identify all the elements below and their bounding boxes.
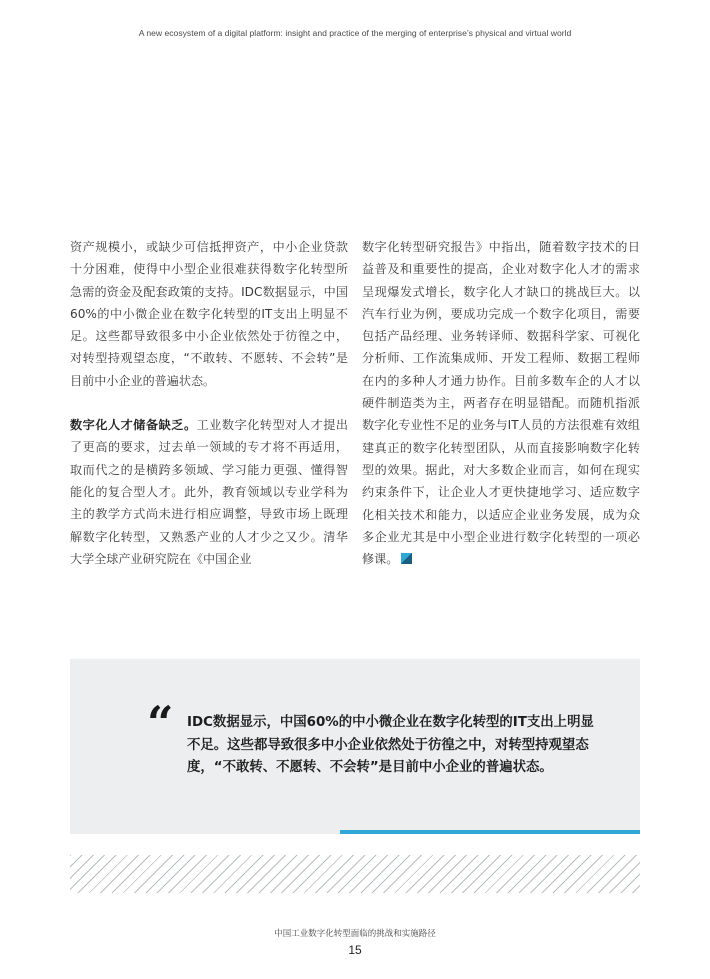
page-number: 15 (348, 943, 362, 957)
right-paragraph-text: 数字化转型研究报告》中指出，随着数字技术的日益普及和重要性的提高，企业对数字化人才的需求呈现爆发式增长，数字化人才缺口的挑战巨大。以汽车行业为例，要成功完成一个数字化项目，需要包括产品经理、业务转译师、数据科学家、可视化分析师、工作流集成师、开发工程师、数据工程师在内的多种人才通力协作。目前多数车企的人才以硬件制造类为主，两者存在明显错配。而随机指派数字化专业性不足的业务与IT人员的方法很难有效组建真正的数字化转型团队，从而直接影响数字化转型的效果。据此，对大多数企业而言，如何在现实约束条件下，让企业人才更快捷地学习、适应数字化相关技术和能力，以适应企业业务发展，成为众多企业尤其是中小型企业进行数字化转型的一项必修课。 (362, 240, 640, 567)
pullquote-text: IDC数据显示，中国60%的中小微企业在数字化转型的IT支出上明显不足。这些都导致很多中小企业依然处于彷徨之中，对转型持观望态度，“不敢转、不愿转、不会转”是目前中小企业的普遍状态。 (187, 715, 594, 775)
left-paragraph-2-text: 工业数字化转型对人才提出了更高的要求，过去单一领域的专才将不再适用，取而代之的是横跨多领域、学习能力更强、懂得智能化的复合型人才。此外，教育领域以专业学科为主的教学方式尚未进行相应调整，导致市场上既理解数字化转型，又熟悉产业的人才少之又少。清华大学全球产业研究院在《中国企业 (70, 418, 348, 566)
pullquote-accent-bar (340, 830, 640, 834)
quotation-mark-icon: “ (147, 696, 174, 750)
left-paragraph-2 (70, 414, 348, 570)
hatched-divider-band (70, 855, 640, 893)
footer-book-title: 中国工业数字化转型面临的挑战和实施路径 (274, 929, 436, 939)
section-lead-heading: 数字化人才储备缺乏。 (70, 418, 197, 433)
running-header: A new ecosystem of a digital platform: insight and practice of the merging of enterprise’s physical and virtual world (138, 28, 572, 38)
right-paragraph (362, 236, 640, 570)
left-column (70, 236, 348, 570)
left-paragraph-1: 资产规模小，或缺少可信抵押资产，中小企业贷款十分困难，使得中小型企业很难获得数字化转型所急需的资金及配套政策的支持。IDC数据显示，中国60%的中小微企业在数字化转型的IT支出上明显不足。这些都导致很多中小企业依然处于彷徨之中，对转型持观望态度，“不敢转、不愿转、不会转”是目前中小企业的普遍状态。 (70, 240, 348, 388)
end-of-article-icon (401, 553, 412, 564)
right-column (362, 236, 640, 570)
